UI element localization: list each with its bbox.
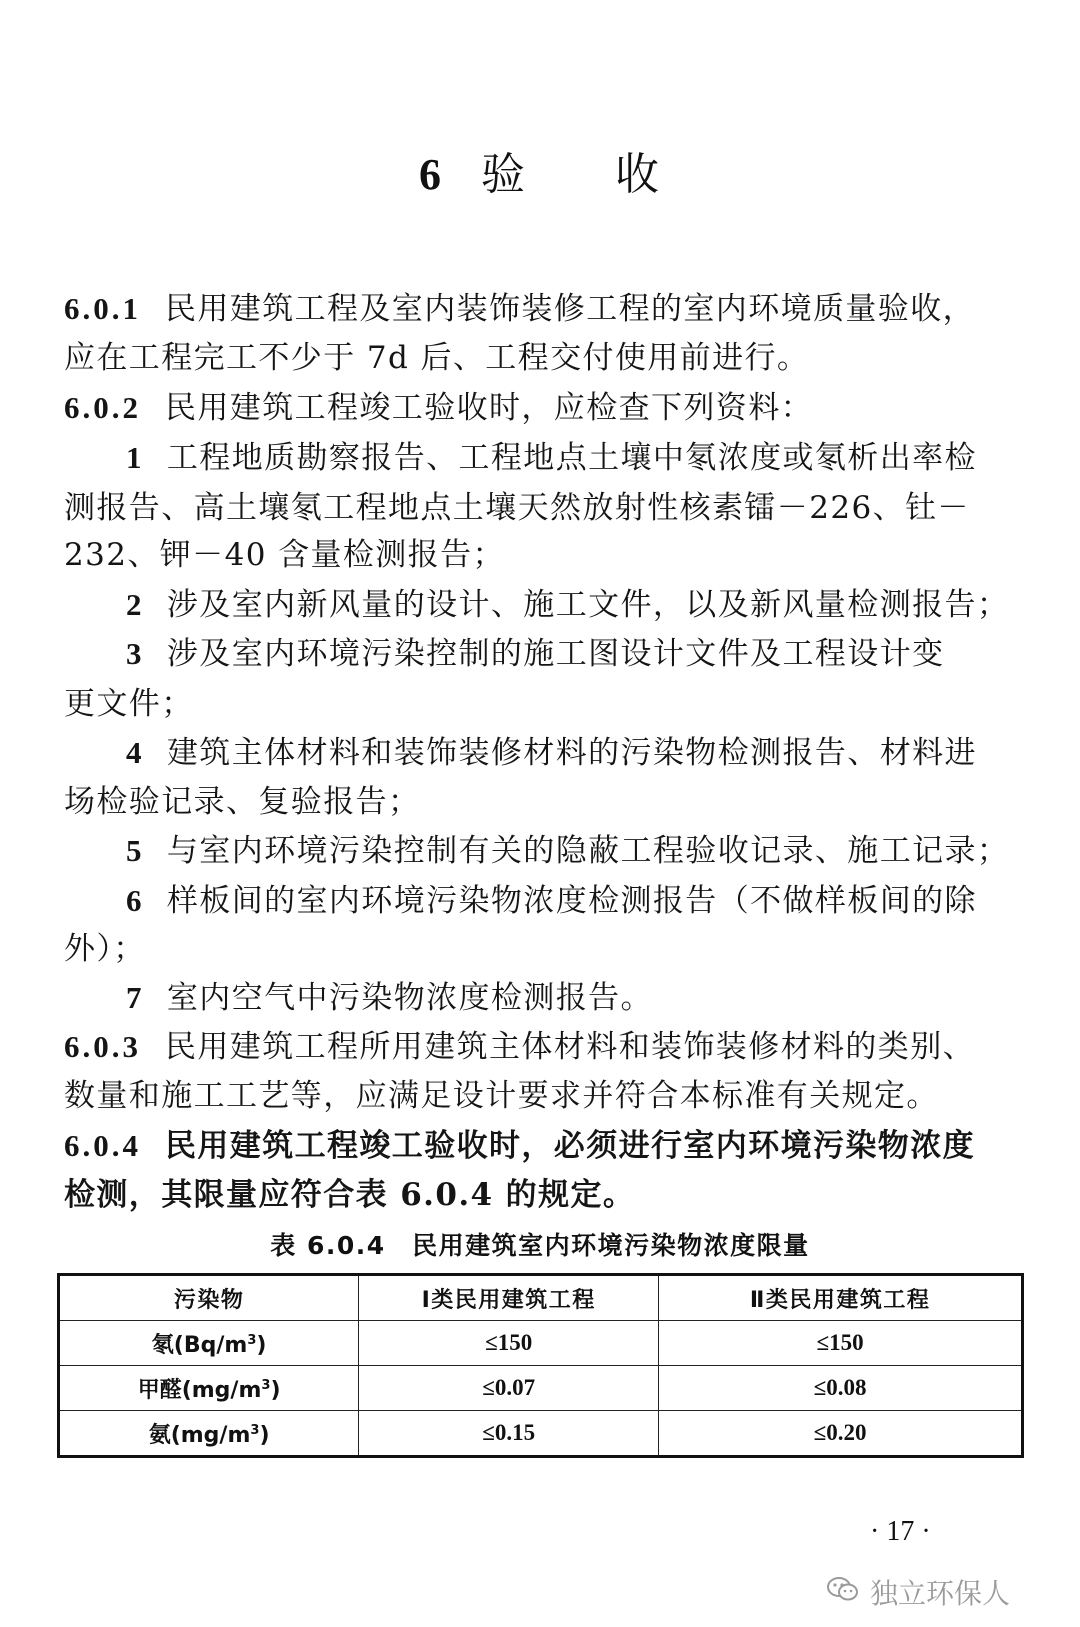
- item-number: 4: [126, 735, 143, 770]
- unit-exponent: 3: [247, 1332, 257, 1348]
- table-caption: 表 6.0.4 民用建筑室内环境污染物浓度限量: [270, 1231, 810, 1260]
- pollutant-unit: (mg/m: [181, 1377, 262, 1403]
- table-row: [59, 1366, 1023, 1411]
- item-number: 5: [126, 833, 143, 868]
- unit-exponent: 3: [250, 1422, 260, 1438]
- item-3-line-1: [126, 629, 1024, 679]
- clause-6-0-4-line-2: 检测，其限量应符合表 6.0.4 的规定。: [64, 1177, 636, 1213]
- pollutant-unit: (mg/m: [170, 1422, 251, 1448]
- pollutant-cell: [59, 1411, 359, 1457]
- pollutant-unit: (Bq/m: [173, 1332, 248, 1358]
- item-text: 涉及室内新风量的设计、施工文件，以及新风量检测报告；: [166, 587, 1010, 623]
- item-7: [126, 973, 1024, 1023]
- class-1-limit: ≤0.15: [359, 1411, 659, 1457]
- item-text: 建筑主体材料和装饰装修材料的污染物检测报告、材料进: [166, 735, 977, 771]
- item-5: [126, 826, 1024, 876]
- item-number: 2: [126, 587, 143, 622]
- clause-number: 6.0.1: [64, 291, 141, 326]
- item-text: 样板间的室内环境污染物浓度检测报告（不做样板间的除: [166, 883, 977, 919]
- pollutant-cell: [59, 1321, 359, 1366]
- clause-6-0-4-line-1: [64, 1121, 1024, 1171]
- item-number: 1: [126, 440, 143, 475]
- chapter-title-char-1: 验: [481, 149, 527, 200]
- item-number: 3: [126, 636, 143, 671]
- class-1-limit: ≤0.07: [359, 1366, 659, 1411]
- clause-number: 6.0.3: [64, 1029, 141, 1064]
- item-1-line-2: 测报告、高土壤氡工程地点土壤天然放射性核素镭－226、钍－: [64, 490, 970, 526]
- table-row: [59, 1411, 1023, 1457]
- watermark-text: 独立环保人: [870, 1577, 1011, 1610]
- table-header-row: [59, 1275, 1023, 1321]
- clause-text: 民用建筑工程竣工验收时，必须进行室内环境污染物浓度: [165, 1128, 975, 1164]
- clause-number: 6.0.2: [64, 390, 141, 425]
- item-6-line-1: [126, 876, 1024, 926]
- column-header: Ⅱ类民用建筑工程: [659, 1275, 1023, 1321]
- chapter-title-char-2: 收: [615, 149, 661, 200]
- pollutant-name: 氨: [148, 1422, 171, 1448]
- pollutant-limits-table: [57, 1273, 1024, 1458]
- wechat-icon: [826, 1575, 870, 1610]
- item-6-line-2: 外）；: [64, 931, 146, 967]
- item-text: 工程地质勘察报告、工程地点土壤中氡浓度或氡析出率检: [166, 440, 977, 476]
- pollutant-name: 甲醛: [137, 1377, 182, 1403]
- item-4-line-2: 场检验记录、复验报告；: [64, 784, 421, 820]
- item-1-line-3: 232、钾－40 含量检测报告；: [64, 537, 505, 573]
- clause-text: 民用建筑工程及室内装饰装修工程的室内环境质量验收，: [165, 291, 975, 327]
- item-number: 7: [126, 980, 143, 1015]
- unit-close: ): [259, 1422, 270, 1448]
- table-row: [59, 1321, 1023, 1366]
- page-number: · 17 ·: [870, 1516, 931, 1547]
- clause-6-0-1-line-2: 应在工程完工不少于 7d 后、工程交付使用前进行。: [64, 340, 810, 376]
- item-4-line-1: [126, 728, 1024, 778]
- item-3-line-2: 更文件；: [64, 686, 194, 722]
- item-text: 与室内环境污染控制有关的隐蔽工程验收记录、施工记录；: [166, 833, 1010, 869]
- column-header: 污染物: [59, 1275, 359, 1321]
- clause-number: 6.0.4: [64, 1128, 141, 1163]
- unit-close: ): [256, 1332, 267, 1358]
- pollutant-name: 氡: [151, 1332, 174, 1358]
- clause-6-0-3-line-2: 数量和施工工艺等，应满足设计要求并符合本标准有关规定。: [64, 1078, 939, 1114]
- clause-text: 民用建筑工程竣工验收时，应检查下列资料：: [165, 390, 813, 426]
- item-1-line-1: [126, 433, 1024, 483]
- clause-6-0-2-intro: [64, 383, 1024, 433]
- clause-6-0-3-line-1: [64, 1022, 1024, 1072]
- class-2-limit: ≤0.20: [659, 1411, 1023, 1457]
- item-text: 室内空气中污染物浓度检测报告。: [166, 980, 653, 1016]
- item-number: 6: [126, 883, 143, 918]
- pollutant-cell: [59, 1366, 359, 1411]
- clause-6-0-1-line-1: [64, 284, 1024, 334]
- column-header: Ⅰ类民用建筑工程: [359, 1275, 659, 1321]
- unit-close: ): [270, 1377, 281, 1403]
- chapter-number: 6: [419, 150, 443, 199]
- chapter-title: [0, 138, 1080, 202]
- class-1-limit: ≤150: [359, 1321, 659, 1366]
- class-2-limit: ≤150: [659, 1321, 1023, 1366]
- class-2-limit: ≤0.08: [659, 1366, 1023, 1411]
- watermark: [826, 1572, 1010, 1612]
- item-2: [126, 580, 1024, 630]
- unit-exponent: 3: [261, 1377, 271, 1393]
- item-text: 涉及室内环境污染控制的施工图设计文件及工程设计变: [166, 636, 945, 672]
- clause-text: 民用建筑工程所用建筑主体材料和装饰装修材料的类别、: [165, 1029, 975, 1065]
